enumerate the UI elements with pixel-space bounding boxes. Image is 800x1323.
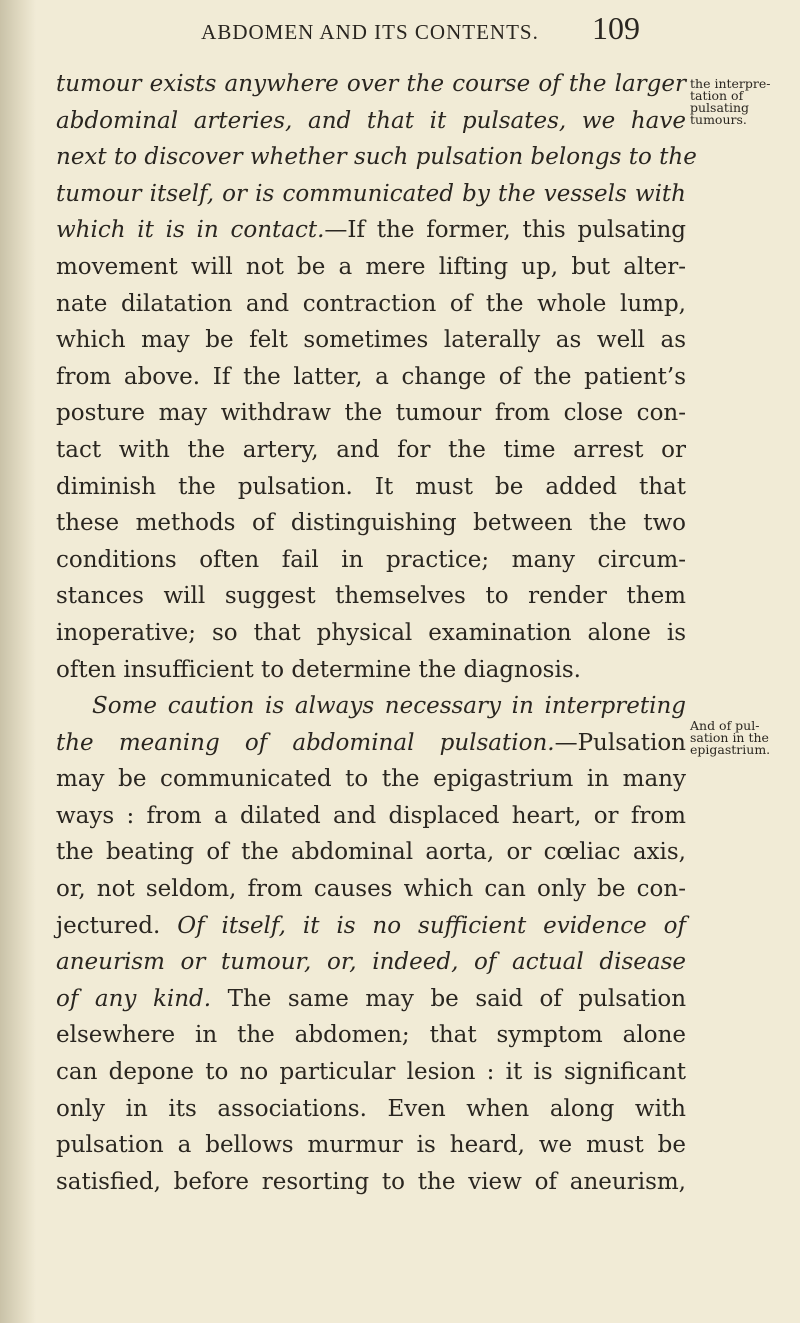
text-line: pulsation a bellows murmur is heard, we must be (56, 1132, 686, 1159)
margin-note-pulsating-tumours (690, 78, 798, 126)
margin-note-line: epigastrium. (690, 742, 771, 757)
text-line: from above. If the latter, a change of the patient’s (56, 363, 686, 390)
text-line: aneurism or tumour, or, indeed, of actual disease (56, 949, 686, 976)
text-line (56, 981, 686, 1018)
text-line: Some caution is always necessary in interpreting (92, 693, 686, 720)
text-line (56, 908, 686, 945)
text-line: abdominal arteries, and that it pulsates, we have (56, 107, 686, 134)
italic-run: Of itself, it is no sufficient evidence of (177, 912, 686, 939)
text-line: stances will suggest themselves to render them (56, 583, 686, 610)
text-run: The same may be said of pulsation (227, 985, 687, 1012)
text-line: ways : from a dilated and displaced heart, or from (56, 802, 686, 829)
text-line: only in its associations. Even when along with (56, 1095, 686, 1122)
text-run: —Pulsation (554, 729, 686, 756)
text-line: tumour itself, or is communicated by the vessels with (56, 180, 686, 207)
text-run: —If the former, this pulsating (324, 217, 687, 244)
text-line: which may be felt sometimes laterally as well as (56, 327, 686, 354)
text-line: may be communicated to the epigastrium in many (56, 766, 686, 793)
text-line: often insufficient to determine the diagnosis. (56, 656, 581, 683)
margin-note-line: tumours. (690, 112, 747, 127)
text-line (56, 725, 686, 762)
margin-note-line: sation in the (690, 730, 769, 745)
italic-run: of any kind. (56, 985, 212, 1012)
text-line: posture may withdraw the tumour from close con- (56, 400, 686, 427)
text-line: satisfied, before resorting to the view of aneurism, (56, 1168, 686, 1195)
text-line: diminish the pulsation. It must be added that (56, 473, 686, 500)
text-line: conditions often fail in practice; many circum- (56, 546, 686, 573)
text-line: elsewhere in the abdomen; that symptom alone (56, 1022, 686, 1049)
margin-note-line: pulsating (690, 100, 749, 115)
page-number: 109 (592, 10, 640, 46)
margin-note-line: And of pul- (690, 718, 760, 733)
body-text (56, 66, 697, 1200)
page-edge-shadow (0, 0, 36, 1323)
italic-run: the meaning of abdominal pulsation. (56, 729, 555, 756)
text-line: or, not seldom, from causes which can only be con- (56, 876, 686, 903)
margin-note-line: tation of (690, 88, 744, 103)
text-line (56, 212, 686, 249)
running-head: ABDOMEN AND ITS CONTENTS. (201, 20, 539, 44)
text-line: movement will not be a mere lifting up, but alter- (56, 253, 686, 280)
text-line: the beating of the abdominal aorta, or cœliac axis, (56, 839, 686, 866)
text-run: jectured. (56, 912, 161, 939)
italic-run: which it is in contact. (56, 217, 325, 244)
text-line: inoperative; so that physical examination alone is (56, 619, 686, 646)
text-line: tumour exists anywhere over the course of the larger (56, 71, 686, 97)
text-line: these methods of distinguishing between the two (56, 510, 686, 537)
margin-note-line: the interpre- (690, 76, 771, 91)
margin-note-epigastrium (690, 720, 798, 756)
text-line: tact with the artery, and for the time arrest or (56, 436, 686, 463)
text-line: next to discover whether such pulsation belongs to the (56, 144, 697, 171)
text-line: nate dilatation and contraction of the whole lump, (56, 290, 686, 317)
text-line: can depone to no particular lesion : it is significant (56, 1059, 686, 1086)
